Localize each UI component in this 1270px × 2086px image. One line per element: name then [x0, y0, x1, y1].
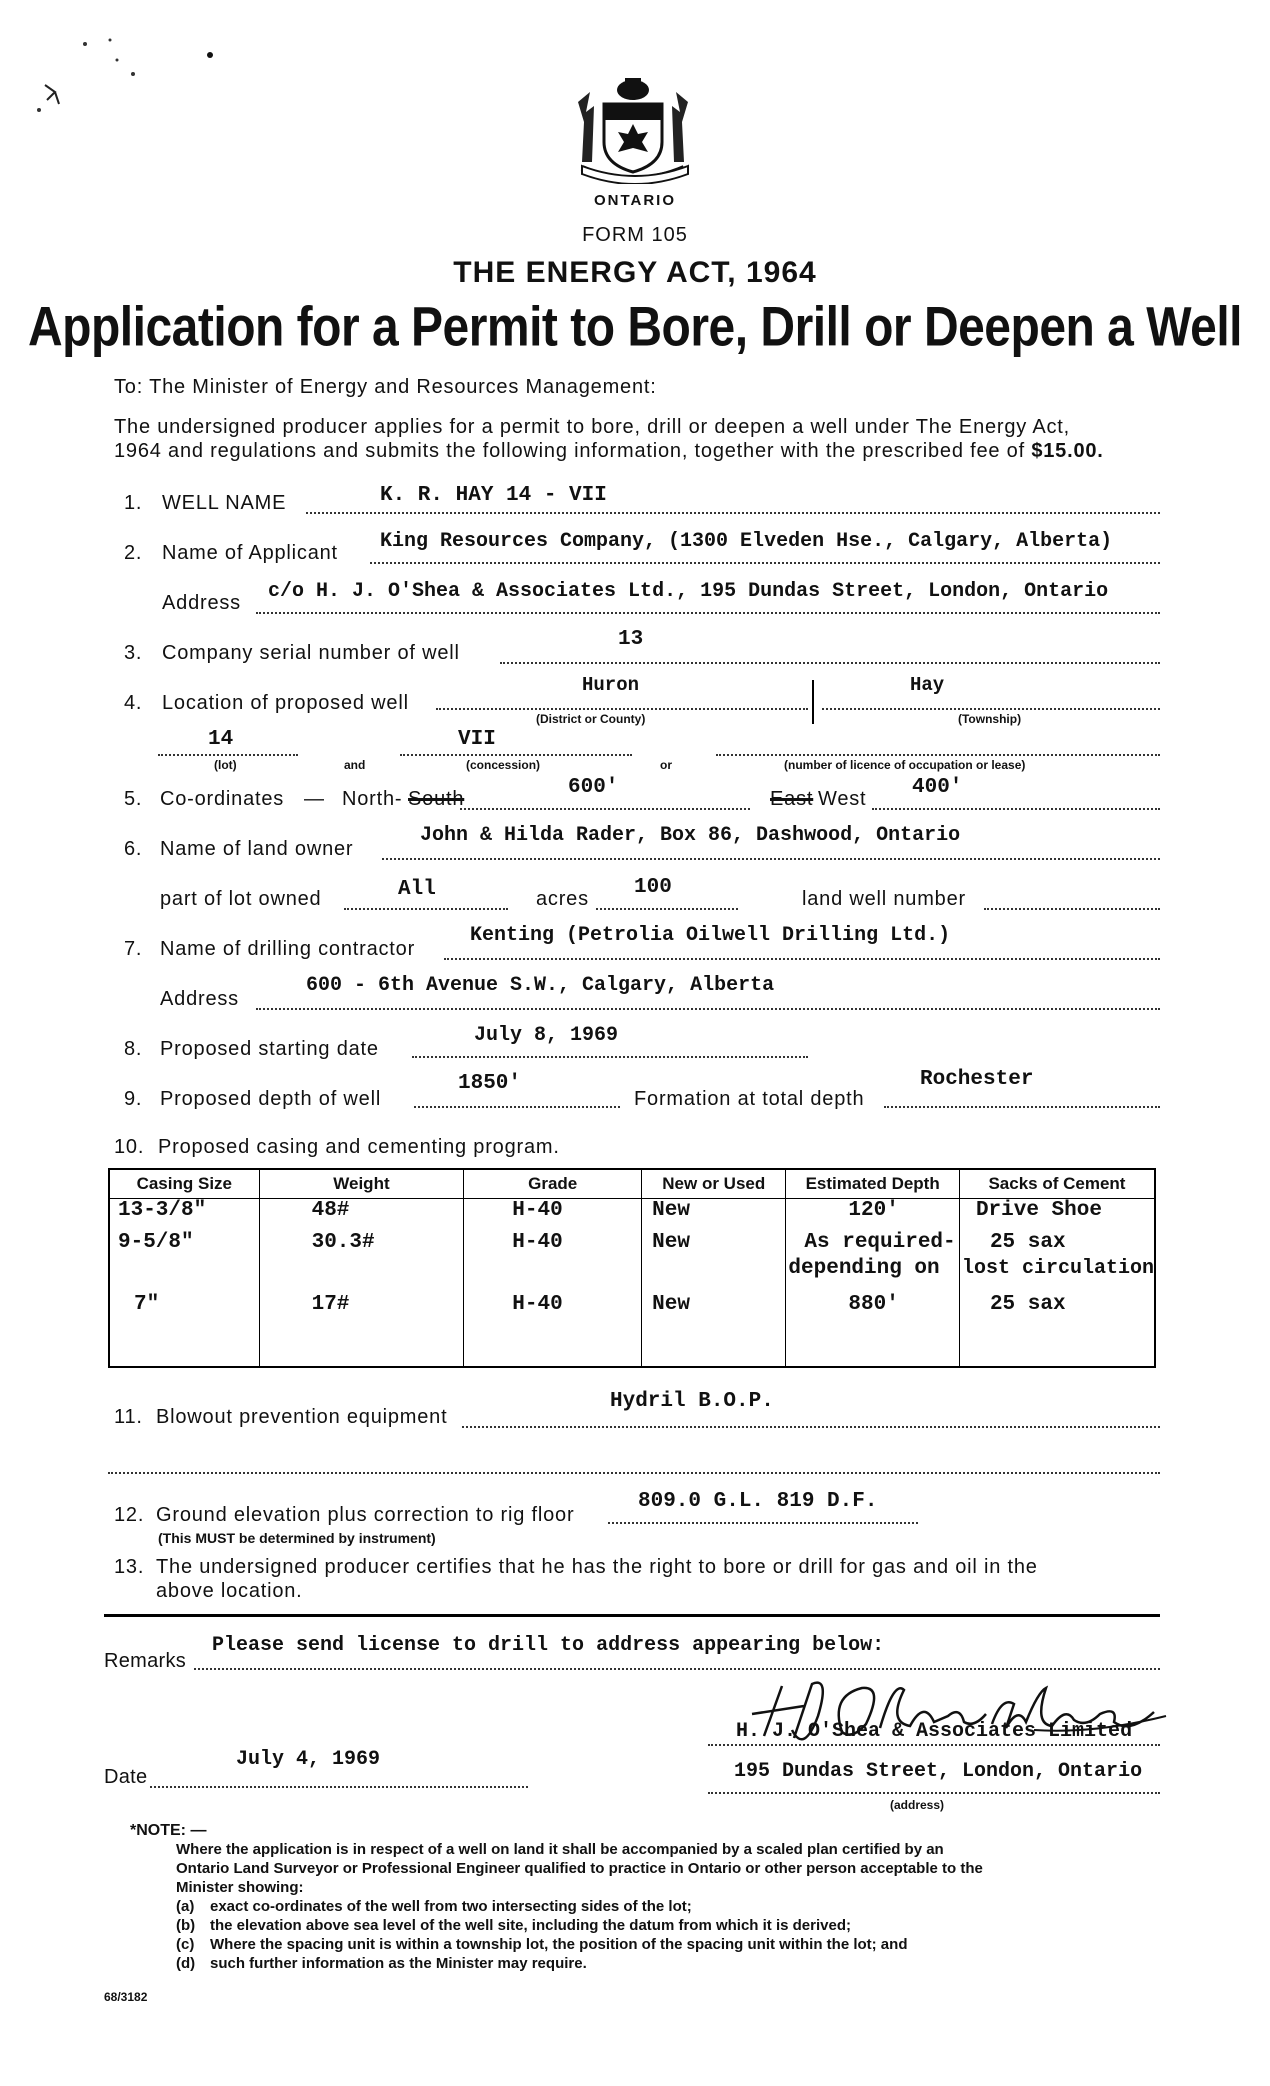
note-body: [176, 1840, 983, 1973]
sacks-of-cement-cell: lost circulation: [959, 1257, 1155, 1293]
field-2-label: Name of Applicant: [162, 542, 338, 564]
note-item-text: Where the spacing unit is within a township lot, the position of the spacing unit within the lot; and: [210, 1936, 908, 1953]
remarks-line: [194, 1668, 1160, 1670]
table-row: [109, 1229, 1155, 1257]
serial-number-value: 13: [618, 628, 644, 651]
south-struck: South: [408, 788, 465, 810]
field-2-line: [370, 562, 1160, 564]
instrument-note: [158, 1530, 436, 1546]
field-6-number: 6.: [124, 838, 143, 860]
sacks-of-cement-header: Sacks of Cement: [959, 1169, 1155, 1199]
note-item: [176, 1954, 983, 1973]
casing-size-header: Casing Size: [109, 1169, 259, 1199]
field-8-line: [412, 1056, 808, 1058]
depth-value: 1850': [458, 1072, 522, 1095]
signatory-address-line: [708, 1792, 1160, 1794]
north-value: 600': [568, 776, 619, 799]
part-of-lot-value: All: [398, 878, 436, 901]
field-7-number: 7.: [124, 938, 143, 960]
district-value: Huron: [582, 674, 640, 696]
field-10-number: 10.: [114, 1136, 145, 1158]
casing-size-cell: 7": [134, 1292, 160, 1316]
signatory-line: [708, 1744, 1160, 1746]
field-11-line: [462, 1426, 1160, 1428]
field-6-line: [382, 858, 1160, 860]
licence-caption: (number of licence of occupation or lease): [784, 758, 1026, 772]
crest-motto-banner: [580, 160, 690, 184]
estimated-depth-cell: 120': [786, 1199, 960, 1229]
new-or-used-cell: [642, 1257, 786, 1293]
new-or-used-cell: New: [642, 1199, 786, 1229]
page-title: Application for a Permit to Bore, Drill or Deepen a Well: [28, 297, 1242, 358]
casing-table: [108, 1168, 1156, 1368]
note-body-line-2: Ontario Land Surveyor or Professional Engineer qualified to practice in Ontario or other person acceptable to the: [176, 1860, 983, 1877]
part-of-lot-label: part of lot owned: [160, 888, 322, 910]
field-1-number: 1.: [124, 492, 143, 514]
applicant-address-value: c/o H. J. O'Shea & Associates Ltd., 195 Dundas Street, London, Ontario: [268, 580, 1109, 603]
grade-header: Grade: [464, 1169, 642, 1199]
concession-value: VII: [458, 728, 496, 751]
field-12-line: [608, 1522, 918, 1524]
township-line: [822, 708, 1160, 710]
act-title: THE ENERGY ACT, 1964: [453, 256, 817, 289]
sacks-of-cement-cell: Drive Shoe: [959, 1199, 1155, 1229]
lot-value: 14: [208, 728, 234, 751]
new-or-used-header: New or Used: [642, 1169, 786, 1199]
field-9-number: 9.: [124, 1088, 143, 1110]
note-item-key: (a): [176, 1898, 195, 1915]
concession-caption: (concession): [466, 758, 541, 772]
grade-cell: H-40: [464, 1199, 642, 1229]
concession-line: [400, 754, 632, 756]
grade-cell: H-40: [464, 1229, 642, 1257]
field-3-number: 3.: [124, 642, 143, 664]
contractor-address-line: [256, 1008, 1160, 1010]
formation-value: Rochester: [920, 1068, 1034, 1091]
remarks-label: Remarks: [104, 1650, 187, 1672]
field-5-number: 5.: [124, 788, 143, 810]
field-13-line-2: above location.: [156, 1580, 303, 1602]
weight-header: Weight: [259, 1169, 464, 1199]
note-body-line-1: Where the application is in respect of a well on land it shall be accompanied by a scaled plan certified by an: [176, 1841, 944, 1858]
remarks-value: Please send license to drill to address appearing below:: [212, 1634, 885, 1657]
field-11-number: 11.: [114, 1406, 143, 1428]
field-2-number: 2.: [124, 542, 143, 564]
lot-line: [158, 754, 298, 756]
acres-value: 100: [634, 876, 672, 899]
township-caption: (Township): [958, 712, 1022, 726]
well-name-value: K. R. HAY 14 - VII: [380, 484, 607, 507]
applicant-address-line: [256, 612, 1160, 614]
stray-ink-marks: [25, 30, 225, 120]
note-body-line-3: Minister showing:: [176, 1879, 304, 1896]
west-value: 400': [912, 776, 963, 799]
estimated-depth-header: Estimated Depth: [786, 1169, 960, 1199]
note-heading: *NOTE: —: [130, 1822, 207, 1839]
applicant-value: King Resources Company, (1300 Elveden Hse., Calgary, Alberta): [380, 530, 1113, 553]
instrument-note-must: MUST: [195, 1530, 236, 1546]
note-item: [176, 1897, 983, 1916]
acres-label: acres: [536, 888, 589, 910]
date-label: Date: [104, 1766, 148, 1788]
ground-elevation-value: 809.0 G.L. 819 D.F.: [638, 1490, 878, 1513]
district-line: [436, 708, 808, 710]
estimated-depth-cell: 880': [786, 1293, 960, 1368]
field-13-line-1: The undersigned producer certifies that he has the right to bore or drill for gas and oil in the: [156, 1556, 1038, 1578]
intro-line-2: [114, 440, 1104, 463]
field-13-number: 13.: [114, 1556, 145, 1578]
weight-cell: 17#: [259, 1293, 464, 1368]
blowout-equipment-value: Hydril B.O.P.: [610, 1390, 774, 1413]
land-well-number-line: [984, 908, 1160, 910]
signatory-address-value: 195 Dundas Street, London, Ontario: [734, 1760, 1143, 1783]
depth-line: [414, 1106, 620, 1108]
casing-size-cell: [109, 1257, 259, 1293]
section-divider: [104, 1614, 1160, 1617]
or-caption: or: [660, 758, 672, 772]
note-item-key: (b): [176, 1917, 196, 1934]
note-item-text: such further information as the Minister may require.: [210, 1955, 587, 1972]
field-3-line: [500, 662, 1160, 664]
township-value: Hay: [910, 674, 945, 696]
field-11-extra-line: [108, 1472, 1160, 1474]
estimated-depth-cell: depending on: [786, 1257, 960, 1293]
instrument-note-c: be determined by instrument): [235, 1530, 436, 1546]
form-number: FORM 105: [582, 224, 688, 246]
coordinates-dash: —: [304, 788, 325, 810]
field-9-label: Proposed depth of well: [160, 1088, 382, 1110]
date-value: July 4, 1969: [236, 1748, 381, 1771]
note-item-text: the elevation above sea level of the well site, including the datum from which it is derived;: [210, 1917, 851, 1934]
acres-line: [596, 908, 738, 910]
field-7-label: Name of drilling contractor: [160, 938, 416, 960]
weight-cell: [259, 1257, 464, 1293]
field-5-label: Co-ordinates: [160, 788, 285, 810]
casing-size-cell: 9-5/8": [118, 1230, 194, 1254]
new-or-used-cell: New: [642, 1229, 786, 1257]
land-well-number-label: land well number: [802, 888, 966, 910]
instrument-note-a: (This: [158, 1530, 196, 1546]
intro-line-2-text: 1964 and regulations and submits the following information, together with the prescribed fee of: [114, 440, 1032, 462]
part-of-lot-line: [344, 908, 508, 910]
district-caption: (District or County): [536, 712, 646, 726]
west-label: West: [818, 788, 867, 810]
field-12-number: 12.: [114, 1504, 145, 1526]
date-line: [150, 1786, 528, 1788]
sacks-of-cement-cell: 25 sax: [959, 1293, 1155, 1368]
field-7-line: [444, 958, 1160, 960]
weight-cell: 48#: [259, 1199, 464, 1229]
form-code: 68/3182: [104, 1990, 148, 2004]
field-12-label: Ground elevation plus correction to rig floor: [156, 1504, 575, 1526]
table-row: [109, 1257, 1155, 1293]
note-item-key: (c): [176, 1936, 195, 1953]
formation-line: [884, 1106, 1160, 1108]
drilling-contractor-value: Kenting (Petrolia Oilwell Drilling Ltd.): [470, 924, 951, 947]
field-8-number: 8.: [124, 1038, 143, 1060]
contractor-address-label: Address: [160, 988, 239, 1010]
note-item: [176, 1935, 983, 1954]
grade-cell: [464, 1257, 642, 1293]
starting-date-value: July 8, 1969: [474, 1024, 619, 1047]
applicant-address-label: Address: [162, 592, 241, 614]
west-line: [872, 808, 1160, 810]
table-row: [109, 1293, 1155, 1368]
land-owner-value: John & Hilda Rader, Box 86, Dashwood, Ontario: [420, 824, 961, 847]
contractor-address-value: 600 - 6th Avenue S.W., Calgary, Alberta: [306, 974, 775, 997]
intro-fee: $15.00.: [1031, 440, 1104, 462]
formation-label: Formation at total depth: [634, 1088, 865, 1110]
north-label: North-: [342, 788, 403, 810]
new-or-used-cell: New: [642, 1293, 786, 1368]
sacks-of-cement-cell: 25 sax: [959, 1229, 1155, 1257]
note-item-text: exact co-ordinates of the well from two intersecting sides of the lot;: [210, 1898, 692, 1915]
and-caption: and: [344, 758, 366, 772]
note-item-key: (d): [176, 1955, 196, 1972]
field-4-label: Location of proposed well: [162, 692, 409, 714]
field-1-line: [306, 512, 1160, 514]
casing-header-row: [109, 1169, 1155, 1199]
address-caption: (address): [890, 1798, 945, 1812]
location-divider: [812, 680, 814, 724]
lot-caption: (lot): [214, 758, 237, 772]
field-10-label: Proposed casing and cementing program.: [158, 1136, 560, 1158]
casing-size-cell: 13-3/8": [118, 1199, 207, 1222]
field-3-label: Company serial number of well: [162, 642, 460, 664]
field-8-label: Proposed starting date: [160, 1038, 379, 1060]
licence-line: [716, 754, 1160, 756]
field-4-number: 4.: [124, 692, 143, 714]
estimated-depth-cell: As required-: [786, 1229, 960, 1257]
province-label: ONTARIO: [593, 192, 677, 209]
field-6-label: Name of land owner: [160, 838, 354, 860]
signatory-value: H. J. O'Shea & Associates Limited: [736, 1720, 1133, 1743]
field-1-label: WELL NAME: [162, 492, 287, 514]
east-struck: East: [770, 788, 814, 810]
weight-cell: 30.3#: [259, 1229, 464, 1257]
addressee: To: The Minister of Energy and Resources Management:: [114, 376, 657, 398]
field-11-label: Blowout prevention equipment: [156, 1406, 448, 1428]
note-item: [176, 1916, 983, 1935]
grade-cell: H-40: [464, 1293, 642, 1368]
north-line: [460, 808, 750, 810]
intro-line-1: The undersigned producer applies for a permit to bore, drill or deepen a well under The Energy Act,: [114, 416, 1071, 438]
table-row: [109, 1199, 1155, 1229]
